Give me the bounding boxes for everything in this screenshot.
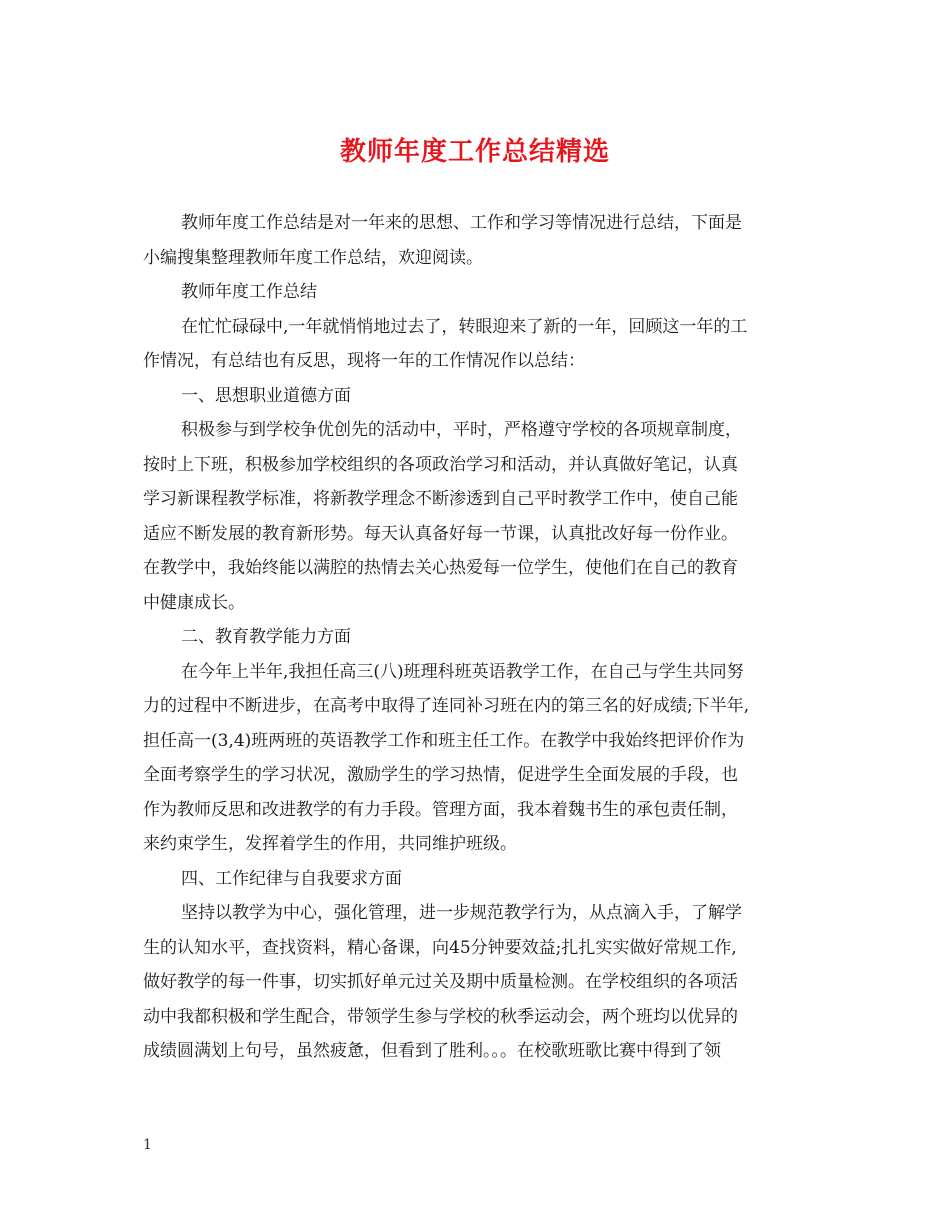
text-line: 学习新课程教学标准，将新教学理念不断渗透到自己平时教学工作中，使自己能: [143, 489, 738, 509]
text-line: 小编搜集整理教师年度工作总结，欢迎阅读。: [143, 247, 483, 268]
text-line: 来约束学生，发挥着学生的作用，共同维护班级。: [143, 834, 517, 854]
text-line: 作为教师反思和改进教学的有力手段。管理方面，我本着魏书生的承包责任制，: [143, 799, 738, 820]
text-line: 全面考察学生的学习状况，激励学生的学习热情，促进学生全面发展的手段，也: [143, 765, 738, 785]
text-line: 坚持以教学为中心，强化管理，进一步规范教学行为，从点滴入手，了解学: [181, 903, 742, 923]
text-line: 力的过程中不断进步，在高考中取得了连同补习班在内的第三名的好成绩;下半年,: [143, 696, 750, 716]
document-body: [143, 206, 807, 1069]
text-line: 在今年上半年,我担任高三(八)班理科班英语教学工作，在自己与学生共同努: [181, 661, 744, 682]
text-line: 动中我都积极和学生配合，带领学生参与学校的秋季运动会，两个班均以优异的: [143, 1006, 738, 1027]
text-line: 在忙忙碌碌中,一年就悄悄地过去了，转眼迎来了新的一年，回顾这一年的工: [181, 316, 748, 337]
text-line: 四、工作纪律与自我要求方面: [181, 868, 402, 889]
text-line: 中健康成长。: [143, 592, 245, 613]
page-number: 1: [143, 1137, 152, 1153]
text-line: 生的认知水平，查找资料，精心备课，向45分钟要效益;扎扎实实做好常规工作,: [143, 937, 737, 958]
text-line: 教师年度工作总结是对一年来的思想、工作和学习等情况进行总结，下面是: [181, 213, 742, 233]
page-title: 教师年度工作总结精选: [339, 137, 610, 167]
text-line: 成绩圆满划上句号，虽然疲惫，但看到了胜利。。。在校歌班歌比赛中得到了领: [143, 1041, 721, 1061]
text-line: 积极参与到学校争优创先的活动中，平时，严格遵守学校的各项规章制度，: [181, 420, 742, 440]
text-line: 教师年度工作总结: [181, 282, 317, 302]
text-line: 一、思想职业道德方面: [181, 385, 351, 406]
text-line: 做好教学的每一件事，切实抓好单元过关及期中质量检测。在学校组织的各项活: [143, 972, 738, 992]
text-line: 担任高一(3,4)班两班的英语教学工作和班主任工作。在教学中我始终把评价作为: [143, 730, 745, 751]
text-line: 二、教育教学能力方面: [181, 627, 351, 647]
text-line: 作情况，有总结也有反思，现将一年的工作情况作以总结：: [143, 351, 585, 371]
text-line: 按时上下班，积极参加学校组织的各项政治学习和活动，并认真做好笔记，认真: [143, 454, 738, 475]
text-line: 在教学中，我始终能以满腔的热情去关心热爱每一位学生，使他们在自己的教育: [143, 558, 738, 578]
text-line: 适应不断发展的教育新形势。每天认真备好每一节课，认真批改好每一份作业。: [143, 523, 738, 544]
